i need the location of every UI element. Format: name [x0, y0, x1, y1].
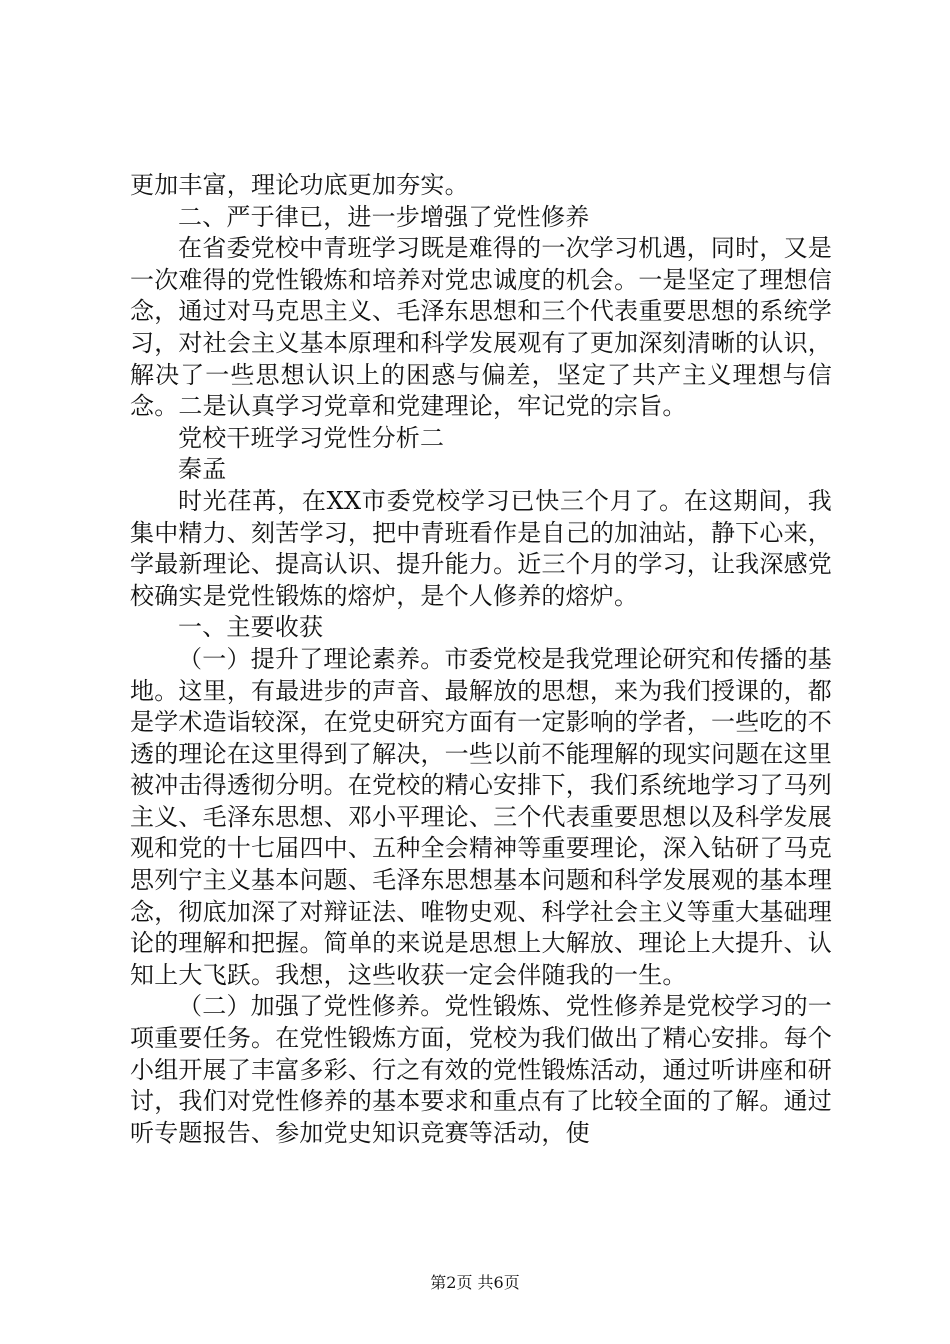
article-title: 党校干班学习党性分析二 — [178, 423, 445, 452]
paragraph-party-school: 在省委党校中青班学习既是难得的一次学习机遇，同时，又是一次难得的党性锻炼和培养对党忠诚度的机会。一是坚定了理想信念，通过对马克思主义、毛泽东思想和三个代表重要思想的系统学习，对社会主义基本原理和科学发展观有了更加深刻清晰的认识，解决了一些思想认识上的困惑与偏差，坚定了共产主义理想与信念。二是认真学习党章和党建理论，牢记党的宗旨。 — [130, 234, 832, 421]
section-heading-2: 二、严于律已，进一步增强了党性修养 — [178, 202, 590, 231]
document-body — [130, 170, 832, 1149]
paragraph-party-spirit: （二）加强了党性修养。党性锻炼、党性修养是党校学习的一项重要任务。在党性锻炼方面，党校为我们做出了精心安排。每个小组开展了丰富多彩、行之有效的党性锻炼活动，通过听讲座和研讨，我们对党性修养的基本要求和重点有了比较全面的了解。通过听专题报告、参加党史知识竞赛等活动，使 — [130, 992, 832, 1147]
paragraph-continuation: 更加丰富，理论功底更加夯实。 — [130, 171, 469, 199]
paragraph-intro: 时光荏苒，在XX市委党校学习已快三个月了。在这期间，我集中精力、刻苦学习，把中青班看作是自己的加油站，静下心来，学最新理论、提高认识、提升能力。近三个月的学习，让我深感党校确实是党性锻炼的熔炉，是个人修养的熔炉。 — [130, 486, 832, 610]
author-name: 秦孟 — [178, 455, 227, 484]
section-heading-main-gains: 一、主要收获 — [178, 613, 324, 642]
paragraph-theory: （一）提升了理论素养。市委党校是我党理论研究和传播的基地。这里，有最进步的声音、最解放的思想，来为我们授课的，都是学术造诣较深，在党史研究方面有一定影响的学者，一些吃的不透的理论在这里得到了解决，一些以前不能理解的现实问题在这里被冲击得透彻分明。在党校的精心安排下，我们系统地学习了马列主义、毛泽东思想、邓小平理论、三个代表重要思想以及科学发展观和党的十七届四中、五种全会精神等重要理论，深入钻研了马克思列宁主义基本问题、毛泽东思想基本问题和科学发展观的基本理念，彻底加深了对辩证法、唯物史观、科学社会主义等重大基础理论的理解和把握。简单的来说是思想上大解放、理论上大提升、认知上大飞跃。我想，这些收获一定会伴随我的一生。 — [130, 644, 832, 989]
page-footer: 第2页 共6页 — [430, 1273, 520, 1292]
